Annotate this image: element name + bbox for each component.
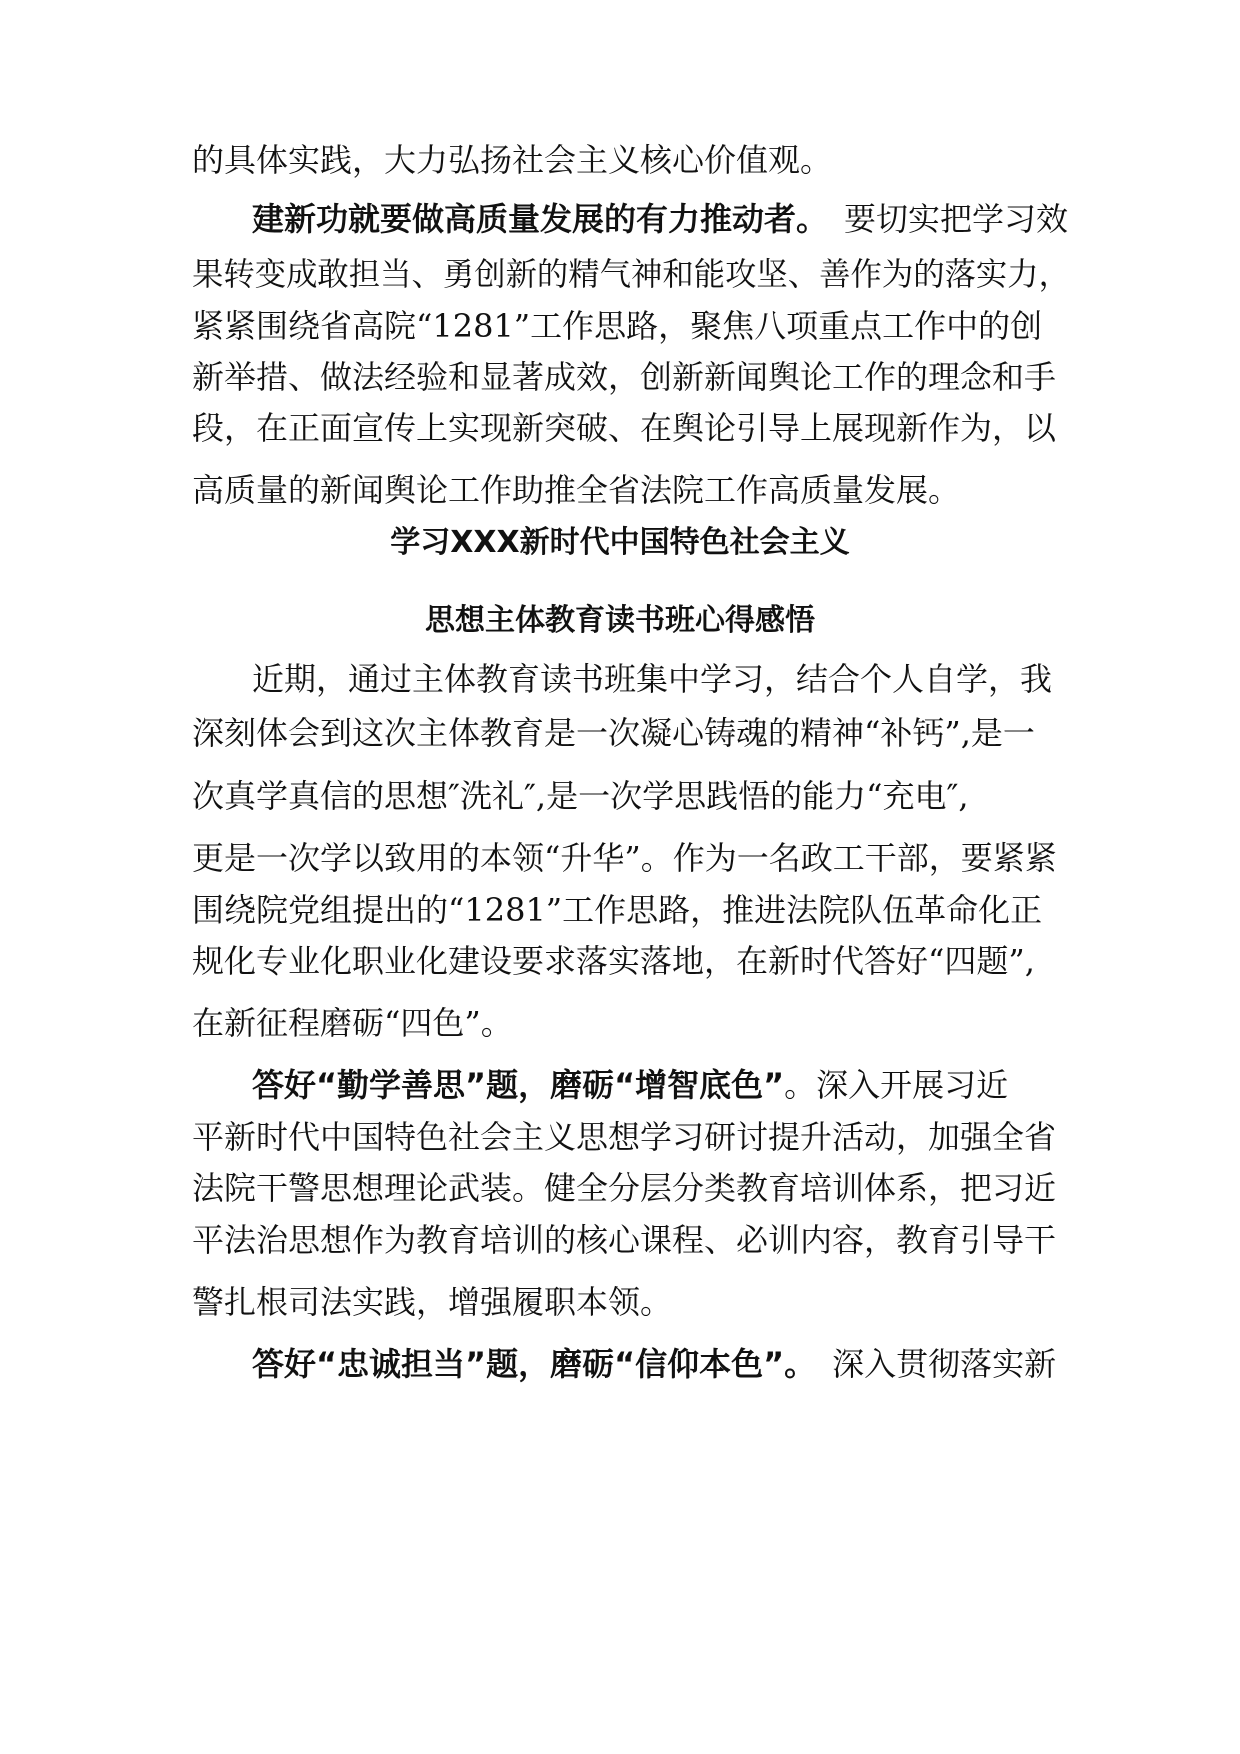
paragraph-line: 在新征程磨砺“四色”。: [192, 1004, 513, 1042]
paragraph-line: 围绕院党组提出的“1281”工作思路，推进法院队伍革命化正: [192, 891, 1043, 929]
paragraph-line: 更是一次学以致用的本领“升华”。作为一名政工干部，要紧紧: [192, 839, 1057, 877]
paragraph-line: 高质量的新闻舆论工作助推全省法院工作高质量发展。: [192, 471, 961, 509]
paragraph-line: 规化专业化职业化建设要求落实落地，在新时代答好“四题”,: [192, 942, 1035, 980]
section-lead: 答好“忠诚担当”题，磨砺“信仰本色”。: [252, 1345, 801, 1383]
paragraph-line: 新举措、做法经验和显著成效，创新新闻舆论工作的理念和手: [192, 358, 1057, 396]
paragraph-line: 警扎根司法实践，增强履职本领。: [192, 1283, 673, 1321]
paragraph-text: 深入贯彻落实新: [800, 1345, 1057, 1383]
paragraph-line: [252, 200, 1069, 238]
paragraph-line: 近期，通过主体教育读书班集中学习，结合个人自学，我: [252, 660, 1053, 698]
paragraph-text: 要切实把学习效: [812, 200, 1069, 238]
document-title-line-2: 思想主体教育读书班心得感悟: [425, 603, 815, 638]
paragraph-line: 紧紧围绕省高院“1281”工作思路，聚焦八项重点工作中的创: [192, 307, 1043, 345]
paragraph-line: 的具体实践，大力弘扬社会主义核心价值观。: [192, 141, 833, 179]
paragraph-text: 。深入开展习近: [784, 1066, 1009, 1104]
paragraph-line: 平法治思想作为教育培训的核心课程、必训内容，教育引导干: [192, 1221, 1057, 1259]
paragraph-line: [252, 1066, 1009, 1104]
paragraph-line: 平新时代中国特色社会主义思想学习研讨提升活动，加强全省: [192, 1118, 1057, 1156]
section-lead: 答好“勤学善思”题，磨砺“增智底色”: [252, 1066, 785, 1104]
paragraph-line: [252, 1345, 1057, 1383]
section-lead: 建新功就要做高质量发展的有力推动者。: [252, 200, 813, 238]
paragraph-line: 次真学真信的思想″洗礼″,是一次学思践悟的能力“充电″,: [192, 777, 969, 815]
document-title-line-1: 学习XXX新时代中国特色社会主义: [390, 525, 850, 560]
paragraph-line: 深刻体会到这次主体教育是一次凝心铸魂的精神“补钙”,是一: [192, 714, 1035, 752]
paragraph-line: 段，在正面宣传上实现新突破、在舆论引导上展现新作为，以: [192, 409, 1057, 447]
paragraph-line: 法院干警思想理论武装。健全分层分类教育培训体系，把习近: [192, 1169, 1057, 1207]
paragraph-line: 果转变成敢担当、勇创新的精气神和能攻坚、善作为的落实力，: [192, 255, 1071, 293]
